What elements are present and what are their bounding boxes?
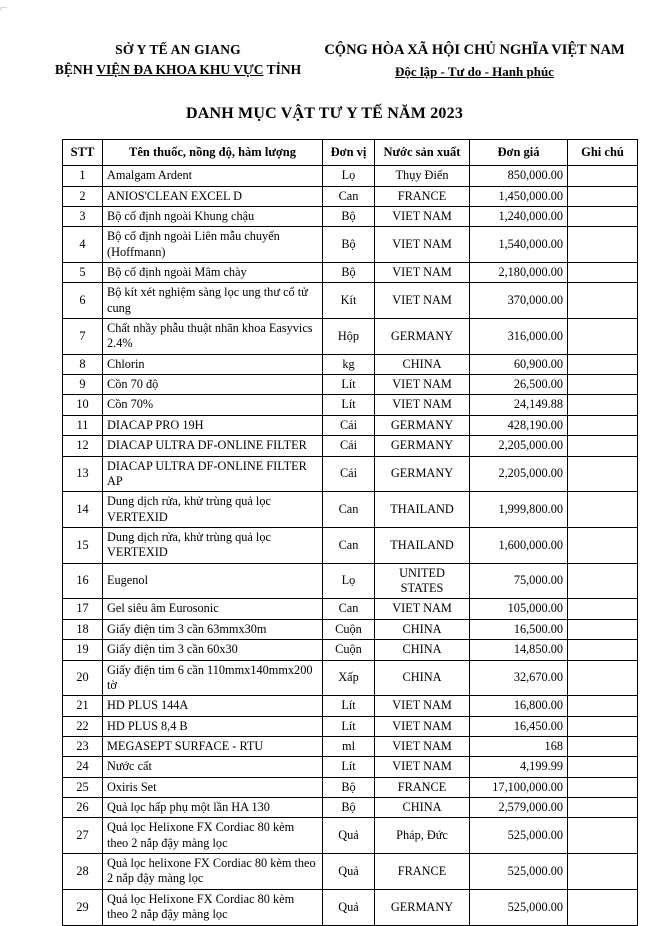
cell-stt: 11 <box>63 415 103 435</box>
cell-price: 75,000.00 <box>470 563 568 599</box>
cell-country: CHINA <box>375 619 470 639</box>
cell-note <box>568 599 638 619</box>
cell-name: Giấy điện tim 3 cần 60x30 <box>103 640 323 660</box>
cell-price: 2,205,000.00 <box>470 436 568 456</box>
table-row <box>63 456 638 492</box>
cell-name: Nước cất <box>103 757 323 777</box>
cell-name: Eugenol <box>103 563 323 599</box>
cell-name: Oxiris Set <box>103 777 323 797</box>
column-header-name: Tên thuốc, nồng độ, hàm lượng <box>103 139 323 166</box>
cell-price: 525,000.00 <box>470 889 568 925</box>
cell-stt: 2 <box>63 186 103 206</box>
table-row <box>63 227 638 263</box>
cell-stt: 21 <box>63 696 103 716</box>
cell-price: 850,000.00 <box>470 166 568 186</box>
cell-name: Cồn 70% <box>103 395 323 415</box>
cell-price: 24,149.88 <box>470 395 568 415</box>
cell-unit: Bộ <box>323 777 375 797</box>
cell-note <box>568 818 638 854</box>
cell-unit: Cái <box>323 436 375 456</box>
cell-unit: Lít <box>323 696 375 716</box>
cell-name: Bộ kít xét nghiệm sàng lọc ung thư cổ tử cung <box>103 283 323 319</box>
column-header-price: Đơn giá <box>470 139 568 166</box>
cell-stt: 15 <box>63 528 103 564</box>
cell-price: 16,500.00 <box>470 619 568 639</box>
page-title: DANH MỤC VẬT TƯ Y TẾ NĂM 2023 <box>185 104 464 122</box>
cell-note <box>568 206 638 226</box>
cell-unit: Lít <box>323 716 375 736</box>
cell-note <box>568 563 638 599</box>
hospital-name-prefix: BỆNH <box>54 62 97 78</box>
cell-country: GERMANY <box>375 436 470 456</box>
cell-country: VIET NAM <box>375 262 470 282</box>
cell-name: Amalgam Ardent <box>103 166 323 186</box>
cell-unit: Quả <box>323 818 375 854</box>
cell-unit: Lít <box>323 757 375 777</box>
cell-price: 525,000.00 <box>470 854 568 890</box>
cell-price: 1,600,000.00 <box>470 528 568 564</box>
cell-stt: 28 <box>63 854 103 890</box>
cell-note <box>568 395 638 415</box>
cell-name: Quả lọc hấp phụ một lần HA 130 <box>103 798 323 818</box>
cell-country: VIET NAM <box>375 395 470 415</box>
cell-price: 17,100,000.00 <box>470 777 568 797</box>
cell-price: 16,800.00 <box>470 696 568 716</box>
cell-note <box>568 716 638 736</box>
table-header-row <box>63 139 638 166</box>
table-row <box>63 619 638 639</box>
cell-note <box>568 528 638 564</box>
cell-country: FRANCE <box>375 777 470 797</box>
catalog-table-wrapper <box>62 139 637 926</box>
cell-price: 2,579,000.00 <box>470 798 568 818</box>
cell-unit: Lọ <box>323 563 375 599</box>
cell-stt: 26 <box>63 798 103 818</box>
department-name: SỞ Y TẾ AN GIANG <box>115 42 241 57</box>
cell-stt: 10 <box>63 395 103 415</box>
cell-name: Giấy điện tim 6 cần 110mmx140mmx200 tờ <box>103 660 323 696</box>
cell-note <box>568 777 638 797</box>
table-row <box>63 283 638 319</box>
cell-note <box>568 262 638 282</box>
cell-country: VIET NAM <box>375 736 470 756</box>
cell-stt: 19 <box>63 640 103 660</box>
cell-stt: 27 <box>63 818 103 854</box>
cell-price: 316,000.00 <box>470 319 568 355</box>
cell-price: 1,999,800.00 <box>470 492 568 528</box>
table-row <box>63 696 638 716</box>
cell-stt: 16 <box>63 563 103 599</box>
table-row <box>63 492 638 528</box>
scan-artifact: ⌐ <box>0 0 8 15</box>
cell-unit: Can <box>323 492 375 528</box>
cell-price: 1,240,000.00 <box>470 206 568 226</box>
issuing-organization <box>18 40 318 83</box>
cell-note <box>568 354 638 374</box>
table-row <box>63 660 638 696</box>
cell-stt: 5 <box>63 262 103 282</box>
cell-price: 2,205,000.00 <box>470 456 568 492</box>
cell-name: Dung dịch rửa, khử trùng quả lọc VERTEXID <box>103 492 323 528</box>
cell-price: 2,180,000.00 <box>470 262 568 282</box>
column-header-country: Nước sản xuất <box>375 139 470 166</box>
cell-name: Quả lọc helixone FX Cordiac 80 kèm theo 2 nắp đậy màng lọc <box>103 854 323 890</box>
cell-unit: Bộ <box>323 798 375 818</box>
cell-country: Thụy Điển <box>375 166 470 186</box>
cell-stt: 23 <box>63 736 103 756</box>
table-row <box>63 206 638 226</box>
cell-note <box>568 798 638 818</box>
cell-country: FRANCE <box>375 186 470 206</box>
cell-unit: Hộp <box>323 319 375 355</box>
medical-supplies-table <box>62 139 638 926</box>
cell-country: GERMANY <box>375 319 470 355</box>
cell-country: VIET NAM <box>375 206 470 226</box>
cell-unit: Bộ <box>323 227 375 263</box>
cell-stt: 22 <box>63 716 103 736</box>
table-row <box>63 640 638 660</box>
cell-name: DIACAP ULTRA DF-ONLINE FILTER AP <box>103 456 323 492</box>
cell-name: Gel siêu âm Eurosonic <box>103 599 323 619</box>
cell-stt: 13 <box>63 456 103 492</box>
cell-name: Chlorin <box>103 354 323 374</box>
cell-name: Quả lọc Helixone FX Cordiac 80 kèm theo 2 nắp đậy màng lọc <box>103 818 323 854</box>
cell-name: Bộ cố định ngoài Khung chậu <box>103 206 323 226</box>
cell-note <box>568 492 638 528</box>
cell-note <box>568 456 638 492</box>
cell-name: Chất nhầy phẫu thuật nhãn khoa Easyvics 2.4% <box>103 319 323 355</box>
table-row <box>63 354 638 374</box>
cell-price: 1,450,000.00 <box>470 186 568 206</box>
cell-country: GERMANY <box>375 456 470 492</box>
table-row <box>63 563 638 599</box>
table-body <box>63 166 638 925</box>
cell-unit: Lít <box>323 375 375 395</box>
cell-country: VIET NAM <box>375 283 470 319</box>
cell-price: 4,199.99 <box>470 757 568 777</box>
table-row <box>63 166 638 186</box>
cell-name: Quả lọc Helixone FX Cordiac 80 kèm theo 2 nắp đậy màng lọc <box>103 889 323 925</box>
cell-stt: 6 <box>63 283 103 319</box>
cell-note <box>568 415 638 435</box>
table-row <box>63 777 638 797</box>
cell-stt: 9 <box>63 375 103 395</box>
cell-country: GERMANY <box>375 889 470 925</box>
cell-country: VIET NAM <box>375 716 470 736</box>
cell-country: THAILAND <box>375 492 470 528</box>
cell-stt: 4 <box>63 227 103 263</box>
cell-stt: 25 <box>63 777 103 797</box>
cell-name: Giấy điện tim 3 cần 63mmx30m <box>103 619 323 639</box>
cell-note <box>568 696 638 716</box>
table-row <box>63 186 638 206</box>
cell-stt: 8 <box>63 354 103 374</box>
cell-name: Dung dịch rửa, khử trùng quả lọc VERTEXID <box>103 528 323 564</box>
cell-unit: Cuộn <box>323 640 375 660</box>
cell-name: MEGASEPT SURFACE - RTU <box>103 736 323 756</box>
cell-name: ANIOS'CLEAN EXCEL D <box>103 186 323 206</box>
table-row <box>63 415 638 435</box>
cell-price: 525,000.00 <box>470 818 568 854</box>
cell-unit: Bộ <box>323 262 375 282</box>
cell-stt: 14 <box>63 492 103 528</box>
cell-stt: 17 <box>63 599 103 619</box>
cell-price: 1,540,000.00 <box>470 227 568 263</box>
cell-unit: Bộ <box>323 206 375 226</box>
table-row <box>63 319 638 355</box>
cell-note <box>568 283 638 319</box>
cell-note <box>568 757 638 777</box>
cell-note <box>568 319 638 355</box>
table-row <box>63 395 638 415</box>
table-row <box>63 375 638 395</box>
cell-unit: ml <box>323 736 375 756</box>
cell-note <box>568 436 638 456</box>
cell-note <box>568 619 638 639</box>
cell-unit: Can <box>323 528 375 564</box>
cell-unit: Quả <box>323 889 375 925</box>
table-row <box>63 854 638 890</box>
cell-country: VIET NAM <box>375 757 470 777</box>
hospital-name-suffix: TỈNH <box>263 62 302 78</box>
table-row <box>63 716 638 736</box>
cell-price: 370,000.00 <box>470 283 568 319</box>
cell-country: FRANCE <box>375 854 470 890</box>
table-row <box>63 599 638 619</box>
cell-note <box>568 889 638 925</box>
cell-name: Bộ cố định ngoài Mâm chày <box>103 262 323 282</box>
cell-name: HD PLUS 8,4 B <box>103 716 323 736</box>
cell-country: VIET NAM <box>375 599 470 619</box>
cell-country: UNITED STATES <box>375 563 470 599</box>
column-header-stt: STT <box>63 139 103 166</box>
cell-country: GERMANY <box>375 415 470 435</box>
document-header <box>0 14 649 83</box>
hospital-name <box>38 60 318 80</box>
cell-price: 105,000.00 <box>470 599 568 619</box>
cell-country: CHINA <box>375 640 470 660</box>
cell-country: VIET NAM <box>375 227 470 263</box>
cell-country: VIET NAM <box>375 375 470 395</box>
cell-name: Bộ cố định ngoài Liên mẫu chuyển (Hoffmann) <box>103 227 323 263</box>
cell-unit: Can <box>323 186 375 206</box>
cell-note <box>568 166 638 186</box>
cell-note <box>568 227 638 263</box>
cell-country: Pháp, Đức <box>375 818 470 854</box>
table-row <box>63 757 638 777</box>
cell-price: 26,500.00 <box>470 375 568 395</box>
table-row <box>63 798 638 818</box>
cell-price: 32,670.00 <box>470 660 568 696</box>
table-row <box>63 889 638 925</box>
cell-name: DIACAP ULTRA DF-ONLINE FILTER <box>103 436 323 456</box>
cell-country: THAILAND <box>375 528 470 564</box>
table-row <box>63 528 638 564</box>
column-header-note: Ghi chú <box>568 139 638 166</box>
column-header-unit: Đơn vị <box>323 139 375 166</box>
table-row <box>63 818 638 854</box>
cell-stt: 12 <box>63 436 103 456</box>
cell-note <box>568 186 638 206</box>
cell-note <box>568 736 638 756</box>
cell-unit: Lít <box>323 395 375 415</box>
cell-name: Cồn 70 độ <box>103 375 323 395</box>
cell-price: 14,850.00 <box>470 640 568 660</box>
cell-stt: 24 <box>63 757 103 777</box>
national-heading <box>318 40 631 83</box>
cell-stt: 1 <box>63 166 103 186</box>
cell-country: CHINA <box>375 798 470 818</box>
country-name: CỘNG HÒA XÃ HỘI CHỦ NGHĨA VIỆT NAM <box>324 42 625 58</box>
cell-unit: Cái <box>323 415 375 435</box>
cell-price: 168 <box>470 736 568 756</box>
cell-unit: Quả <box>323 854 375 890</box>
cell-name: DIACAP PRO 19H <box>103 415 323 435</box>
cell-stt: 29 <box>63 889 103 925</box>
cell-unit: Lọ <box>323 166 375 186</box>
cell-unit: Cái <box>323 456 375 492</box>
cell-unit: Xấp <box>323 660 375 696</box>
cell-country: VIET NAM <box>375 696 470 716</box>
cell-unit: Cuộn <box>323 619 375 639</box>
cell-note <box>568 640 638 660</box>
cell-stt: 18 <box>63 619 103 639</box>
cell-unit: Kít <box>323 283 375 319</box>
cell-note <box>568 375 638 395</box>
cell-country: CHINA <box>375 660 470 696</box>
cell-stt: 7 <box>63 319 103 355</box>
table-row <box>63 436 638 456</box>
cell-price: 16,450.00 <box>470 716 568 736</box>
table-row <box>63 736 638 756</box>
table-row <box>63 262 638 282</box>
cell-stt: 3 <box>63 206 103 226</box>
cell-name: HD PLUS 144A <box>103 696 323 716</box>
cell-note <box>568 854 638 890</box>
cell-note <box>568 660 638 696</box>
cell-country: CHINA <box>375 354 470 374</box>
cell-price: 60,900.00 <box>470 354 568 374</box>
cell-unit: Can <box>323 599 375 619</box>
cell-unit: kg <box>323 354 375 374</box>
cell-price: 428,190.00 <box>470 415 568 435</box>
hospital-name-underlined: VIỆN ĐA KHOA KHU VỰC <box>96 62 264 78</box>
national-motto: Độc lập - Tư do - Hanh phúc <box>395 63 554 79</box>
cell-stt: 20 <box>63 660 103 696</box>
